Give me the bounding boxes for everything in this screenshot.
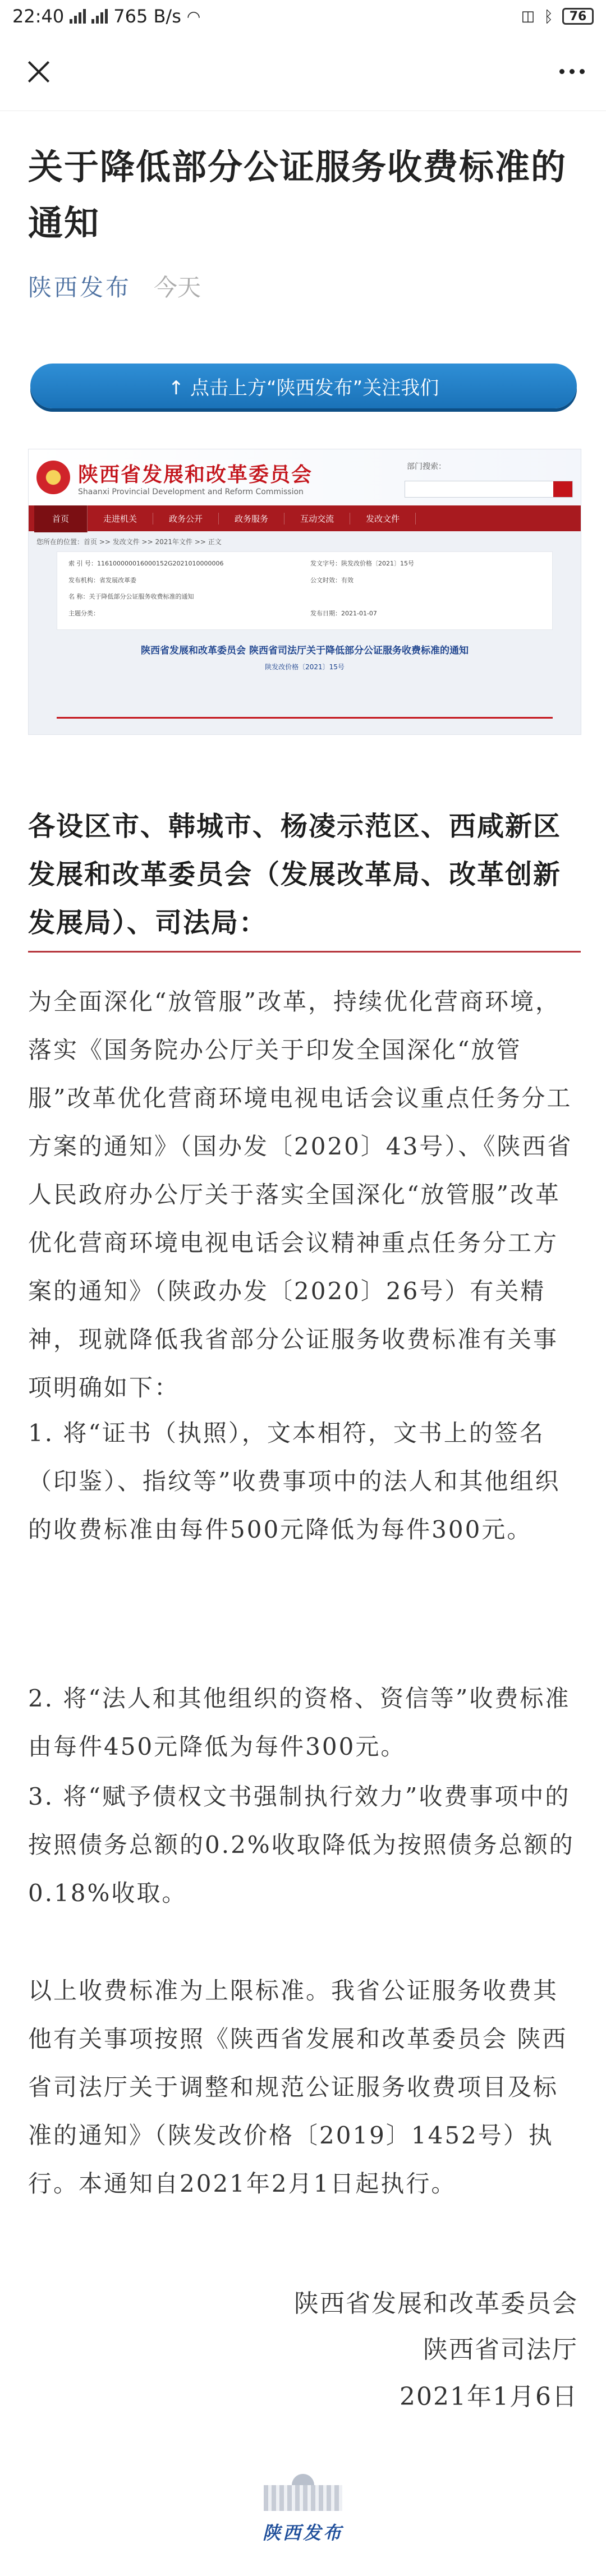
status-time: 22:40 [12, 6, 65, 27]
embedded-webpage-image[interactable] [28, 449, 581, 735]
building-icon [264, 2474, 342, 2513]
image-nav-item: 政务服务 [219, 513, 284, 525]
article-meta [28, 269, 201, 303]
top-bar [0, 33, 606, 111]
image-nav-item: 互动交流 [284, 513, 350, 525]
image-nav-item: 首页 [34, 505, 88, 532]
signal-icon [70, 9, 86, 24]
more-options-icon[interactable] [559, 69, 585, 74]
signature-org: 陕西省发展和改革委员会 [294, 2289, 578, 2318]
image-search-box [405, 481, 573, 498]
section-divider [28, 951, 581, 953]
follow-banner[interactable]: ↑ 点击上方“陕西发布”关注我们 [30, 364, 577, 408]
bluetooth-icon: ᛒ [544, 7, 553, 26]
status-bar [0, 0, 606, 33]
close-icon[interactable] [21, 55, 55, 89]
image-doc-title: 陕西省发展和改革委员会 陕西省司法厅关于降低部分公证服务收费标准的通知 [141, 645, 469, 656]
image-portal-label: 部门搜索： [407, 462, 446, 471]
battery-icon: 76 [562, 8, 594, 25]
network-speed: 765 B/s [113, 6, 181, 27]
paragraph: 2. 将“法人和其他组织的资格、资信等”收费标准由每件450元降低为每件300元。 [28, 1685, 571, 1760]
paragraph: 以上收费标准为上限标准。我省公证服务收费其他有关事项按照《陕西省发展和改革委员会 陕西省司法厅关于调整和规范公证服务收费项目及标准的通知》（陕发改价格〔2019〕1452号）执行。本通知自2021年2月1日起执行。 [28, 1977, 568, 2197]
image-red-divider [57, 717, 553, 719]
signature-date: 2021年1月6日 [400, 2382, 578, 2411]
image-nav-item: 发改文件 [350, 513, 416, 525]
wifi-icon: ◠ [186, 7, 201, 26]
paragraph: 1. 将“证书（执照），文本相符，文书上的签名（印鉴）、指纹等”收费事项中的法人和其他组织的收费标准由每件500元降低为每件300元。 [28, 1419, 561, 1543]
footer-logo [258, 2474, 348, 2552]
image-nav-item: 政务公开 [153, 513, 219, 525]
article-title: 关于降低部分公证服务收费标准的通知 [28, 146, 567, 243]
addressee: 各设区市、韩城市、杨凌示范区、西咸新区发展和改革委员会（发展改革局、改革创新发展局）、司法局： [28, 811, 562, 939]
paragraph: 为全面深化“放管服”改革，持续优化营商环境，落实《国务院办公厅关于印发全国深化“放管服”改革优化营商环境电视电话会议重点任务分工方案的通知》（国办发〔2020〕43号）、《陕西省人民政府办公厅关于落实全国深化“放管服”改革优化营商环境电视电话会议精神重点任务分工方案的通知》（陕政办发〔2020〕26号）有关精神，现就降低我省部分公证服务收费标准有关事项明确如下： [28, 988, 573, 1401]
image-header [29, 449, 581, 505]
image-nav-item: 走进机关 [88, 513, 153, 525]
image-nav-bar [29, 505, 581, 531]
vibrate-icon: ◫ [521, 8, 535, 25]
image-org-name-en: Shaanxi Provincial Development and Reform Commission [78, 487, 304, 496]
paragraph: 3. 将“赋予债权文书强制执行效力”收费事项中的按照债务总额的0.2%收取降低为按照债务总额的0.18%收取。 [28, 1783, 575, 1907]
signature-org: 陕西省司法厅 [423, 2335, 578, 2364]
image-info-table: 索 引 号：116100000016000152G2021010000006 发文字号：陕发改价格〔2021〕15号 发布机构：省发展改革委 公文时效：有效 名 称：关于降低部分公证服务收费标准的通知 主题分类： 发布日期：2021-01-07 [57, 551, 553, 630]
signal-icon-2 [91, 9, 108, 24]
image-breadcrumb: 您所在的位置：首页 >> 发改文件 >> 2021年文件 >> 正文 [36, 538, 222, 546]
article-time: 今天 [154, 274, 201, 301]
footer-logo-text: 陕西发布 [262, 2522, 343, 2543]
national-emblem-icon [36, 461, 70, 494]
image-org-name: 陕西省发展和改革委员会 [78, 462, 313, 486]
article-source-link[interactable]: 陕西发布 [28, 274, 132, 301]
image-doc-number: 陕发改价格〔2021〕15号 [265, 663, 345, 671]
